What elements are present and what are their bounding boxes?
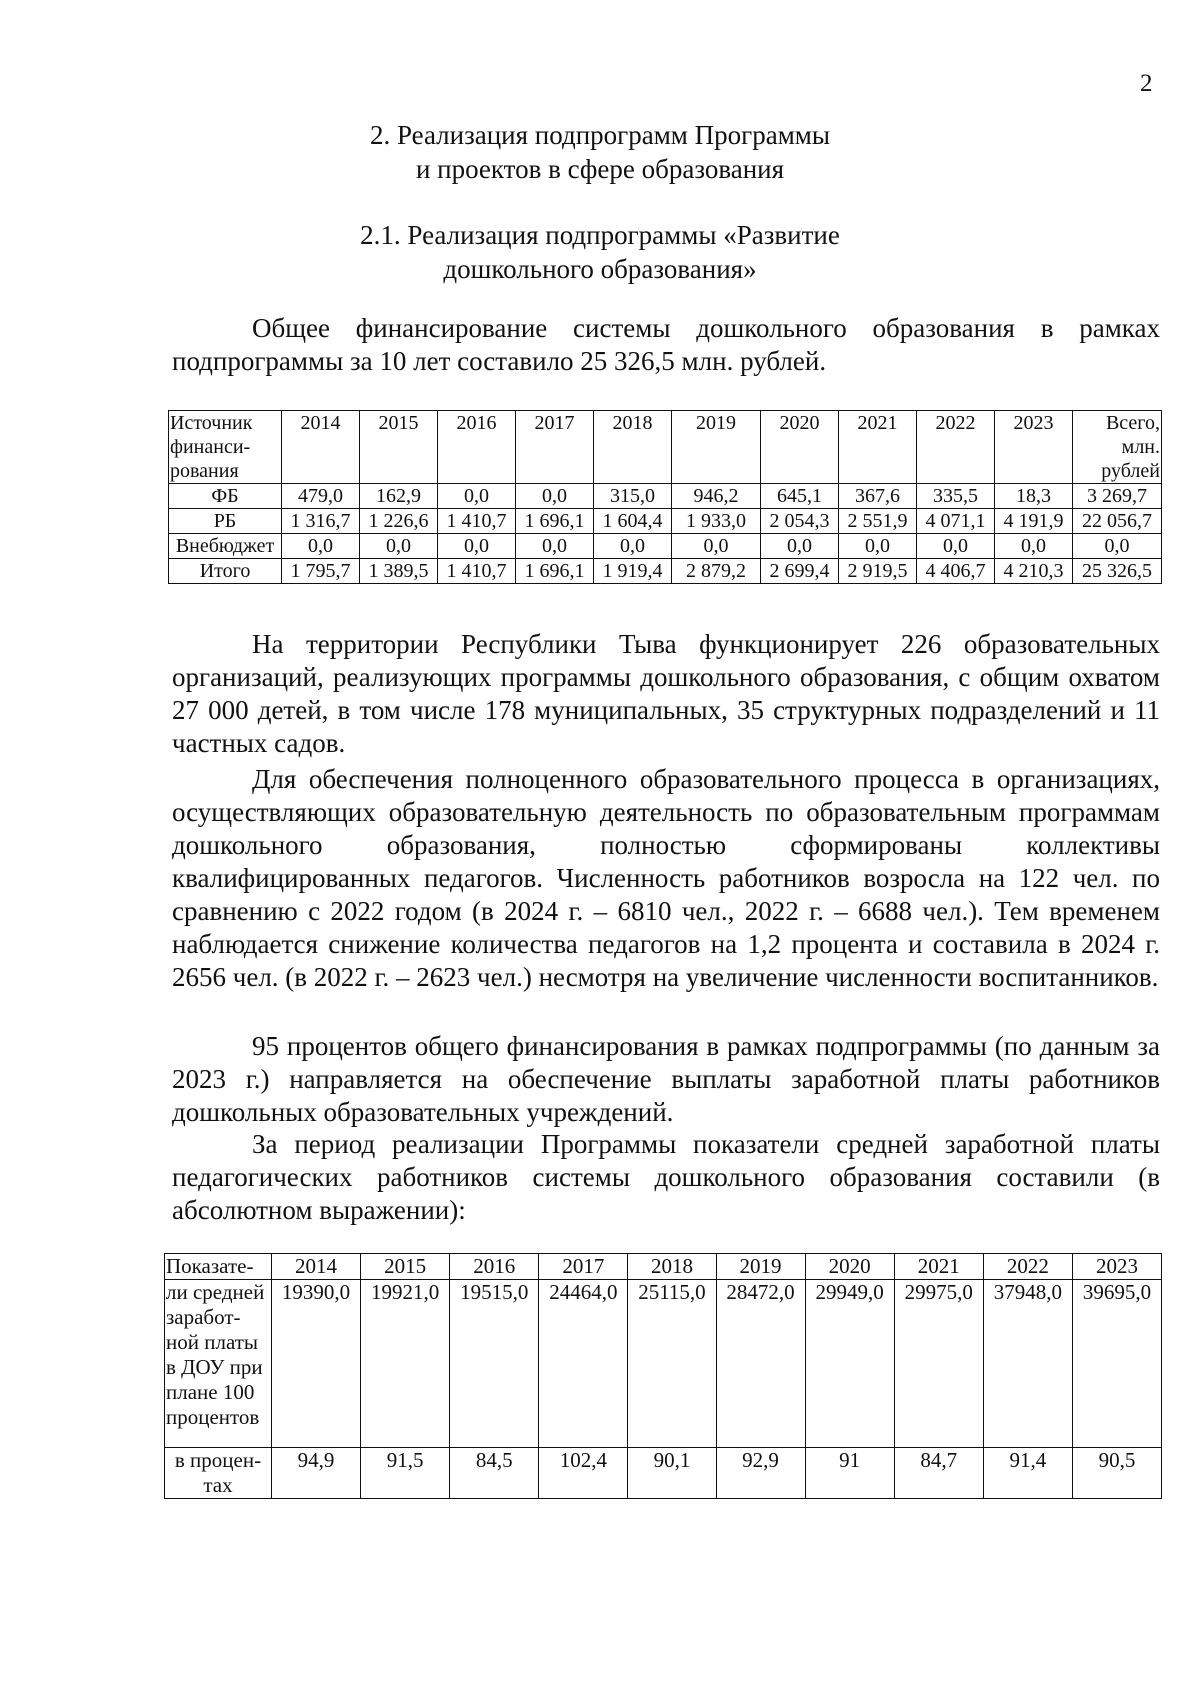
- table-cell: 39695,0: [1072, 1280, 1161, 1448]
- table-cell: 91,4: [983, 1448, 1072, 1499]
- table-cell: 84,5: [450, 1448, 539, 1499]
- table-cell: 1 696,1: [516, 559, 594, 584]
- table-cell: 24464,0: [539, 1280, 628, 1448]
- table-cell: 0,0: [360, 534, 438, 559]
- row-label: РБ: [169, 509, 282, 534]
- subsection-heading: [0, 218, 1200, 286]
- header-cell: 2018: [594, 411, 672, 484]
- header-cell: 2015: [361, 1254, 450, 1280]
- header-cell: 2016: [438, 411, 516, 484]
- salary-table-header: [165, 1254, 1162, 1280]
- header-cell: 2022: [983, 1254, 1072, 1280]
- header-cell: 2017: [516, 411, 594, 484]
- table-cell: 1 604,4: [594, 509, 672, 534]
- subsection-heading-line-1: 2.1. Реализация подпрограммы «Развитие: [360, 220, 840, 250]
- table-cell: 25 326,5: [1073, 559, 1162, 584]
- table-cell: 19515,0: [450, 1280, 539, 1448]
- section-heading: [0, 118, 1200, 186]
- table-cell: 4 210,3: [995, 559, 1073, 584]
- paragraph-salary-intro: За период реализации Программы показатели средней заработной платы педагогических работников системы дошкольного образования составили (в абсолютном выражении):: [172, 1129, 1160, 1225]
- table-cell: 946,2: [672, 484, 761, 509]
- table-cell: 4 406,7: [917, 559, 995, 584]
- table-cell: 2 054,3: [761, 509, 839, 534]
- header-cell: 2020: [805, 1254, 894, 1280]
- row-label: ФБ: [169, 484, 282, 509]
- header-cell: 2019: [672, 411, 761, 484]
- row-label: Внебюджет: [169, 534, 282, 559]
- header-cell: 2023: [1072, 1254, 1161, 1280]
- table-cell: 1 795,7: [282, 559, 360, 584]
- row-label: ли средней заработ-ной платы в ДОУ при плане 100 процентов: [165, 1280, 272, 1448]
- section-heading-line-1: 2. Реализация подпрограмм Программы: [369, 120, 831, 150]
- table-cell: 479,0: [282, 484, 360, 509]
- intro-paragraph: Общее финансирование системы дошкольного образования в рамках подпрограммы за 10 лет составило 25 326,5 млн. рублей.: [172, 313, 1160, 376]
- header-cell: 2018: [628, 1254, 716, 1280]
- header-cell: 2021: [839, 411, 917, 484]
- header-cell: 2015: [360, 411, 438, 484]
- table-cell: 25115,0: [628, 1280, 716, 1448]
- table-cell: 90,1: [628, 1448, 716, 1499]
- table-cell: 0,0: [438, 484, 516, 509]
- section-heading-line-2: и проектов в сфере образования: [415, 154, 785, 184]
- table-cell: 92,9: [716, 1448, 805, 1499]
- row-label: Итого: [169, 559, 282, 584]
- table-cell: 28472,0: [716, 1280, 805, 1448]
- header-cell: 2022: [917, 411, 995, 484]
- table-cell: 91: [805, 1448, 894, 1499]
- table-cell: 0,0: [839, 534, 917, 559]
- table-cell: 0,0: [917, 534, 995, 559]
- table-row: [169, 484, 1162, 509]
- table-cell: 0,0: [995, 534, 1073, 559]
- table-cell: 2 879,2: [672, 559, 761, 584]
- financing-table: [168, 410, 1162, 584]
- table-cell: 4 191,9: [995, 509, 1073, 534]
- paragraph-organizations: На территории Республики Тыва функционирует 226 образовательных организаций, реализующих программы дошкольного образования, с общим охватом 27 000 детей, в том числе 178 муниципальных, 35 структурных подразделений и 11 частных садов.: [172, 629, 1160, 758]
- header-cell: 2019: [716, 1254, 805, 1280]
- table-cell: 0,0: [672, 534, 761, 559]
- header-cell: 2014: [282, 411, 360, 484]
- table-cell: 19390,0: [272, 1280, 361, 1448]
- table-cell: 3 269,7: [1073, 484, 1162, 509]
- table-cell: 0,0: [594, 534, 672, 559]
- table-cell: 0,0: [282, 534, 360, 559]
- header-cell: 2020: [761, 411, 839, 484]
- table-cell: 2 699,4: [761, 559, 839, 584]
- table-cell: 90,5: [1072, 1448, 1161, 1499]
- header-cell: 2016: [450, 1254, 539, 1280]
- table-cell: 0,0: [761, 534, 839, 559]
- table-cell: 19921,0: [361, 1280, 450, 1448]
- page-number: 2: [1140, 70, 1153, 97]
- table-cell: 1 919,4: [594, 559, 672, 584]
- subsection-heading-line-2: дошкольного образования»: [443, 254, 757, 284]
- table-cell: 2 919,5: [839, 559, 917, 584]
- table-cell: 335,5: [917, 484, 995, 509]
- header-cell: Источник финанси-рования: [169, 411, 282, 484]
- table-cell: 4 071,1: [917, 509, 995, 534]
- table-cell: 645,1: [761, 484, 839, 509]
- table-cell: 0,0: [516, 484, 594, 509]
- table-cell: 94,9: [272, 1448, 361, 1499]
- row-label: в процен-тах: [165, 1448, 272, 1499]
- header-cell: 2014: [272, 1254, 361, 1280]
- financing-table-header: [169, 411, 1162, 484]
- table-cell: 102,4: [539, 1448, 628, 1499]
- table-row: [169, 509, 1162, 534]
- table-cell: 22 056,7: [1073, 509, 1162, 534]
- table-cell: 1 696,1: [516, 509, 594, 534]
- table-cell: 0,0: [438, 534, 516, 559]
- table-cell: 1 389,5: [360, 559, 438, 584]
- table-cell: 1 226,6: [360, 509, 438, 534]
- salary-table: [164, 1253, 1162, 1499]
- table-cell: 1 933,0: [672, 509, 761, 534]
- table-cell: 162,9: [360, 484, 438, 509]
- table-cell: 367,6: [839, 484, 917, 509]
- paragraph-staff: Для обеспечения полноценного образовательного процесса в организациях, осуществляющих образовательную деятельность по образовательным программам дошкольного образования, полностью сформированы коллективы квалифицированных педагогов. Численность работников возросла на 122 чел. по сравнению с 2022 годом (в 2024 г. – 6810 чел., 2022 г. – 6688 чел.). Тем временем наблюдается снижение количества педагогов на 1,2 процента и составила в 2024 г. 2656 чел. (в 2022 г. – 2623 чел.) несмотря на увеличение численности воспитанников.: [172, 764, 1160, 992]
- table-cell: 2 551,9: [839, 509, 917, 534]
- table-cell: 18,3: [995, 484, 1073, 509]
- table-row: [165, 1280, 1162, 1448]
- table-row: [169, 559, 1162, 584]
- table-cell: 1 410,7: [438, 559, 516, 584]
- table-cell: 91,5: [361, 1448, 450, 1499]
- table-row: [165, 1448, 1162, 1499]
- header-cell: Всего, млн. рублей: [1073, 411, 1162, 484]
- table-cell: 29949,0: [805, 1280, 894, 1448]
- table-cell: 84,7: [894, 1448, 983, 1499]
- header-cell: 2023: [995, 411, 1073, 484]
- header-cell: 2017: [539, 1254, 628, 1280]
- table-cell: 29975,0: [894, 1280, 983, 1448]
- table-cell: 37948,0: [983, 1280, 1072, 1448]
- table-cell: 1 410,7: [438, 509, 516, 534]
- table-row: [169, 534, 1162, 559]
- table-cell: 0,0: [516, 534, 594, 559]
- header-cell: Показате-: [165, 1254, 272, 1280]
- paragraph-financing-share: 95 процентов общего финансирования в рамках подпрограммы (по данным за 2023 г.) направляется на обеспечение выплаты заработной платы работников дошкольных образовательных учреждений.: [172, 1031, 1160, 1127]
- header-cell: 2021: [894, 1254, 983, 1280]
- table-cell: 315,0: [594, 484, 672, 509]
- table-cell: 1 316,7: [282, 509, 360, 534]
- table-cell: 0,0: [1073, 534, 1162, 559]
